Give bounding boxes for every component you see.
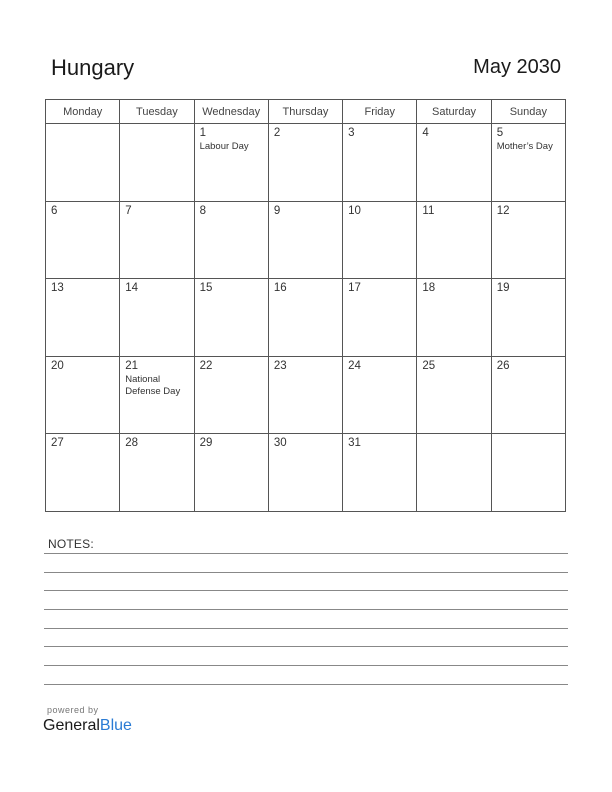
holiday-label <box>120 218 193 219</box>
holiday-label <box>417 218 490 219</box>
day-number: 28 <box>125 437 139 450</box>
note-line <box>44 609 568 610</box>
day-number: 14 <box>125 282 139 295</box>
day-number: 6 <box>51 204 58 217</box>
note-line <box>44 590 568 591</box>
day-cell <box>491 201 565 279</box>
holiday-label <box>492 295 565 296</box>
generalblue-logo <box>43 717 132 735</box>
day-number: 19 <box>496 282 510 295</box>
day-cell <box>343 201 417 279</box>
day-number: 26 <box>496 359 510 372</box>
day-number: 25 <box>422 359 436 372</box>
day-cell <box>46 356 120 434</box>
holiday-label <box>417 295 490 296</box>
day-number: 12 <box>496 204 510 217</box>
holiday-label <box>417 140 490 141</box>
holiday-label <box>46 218 119 219</box>
day-number: 3 <box>348 127 355 139</box>
day-cell <box>268 201 342 279</box>
holiday-label <box>269 140 342 141</box>
holiday-label <box>343 373 416 374</box>
weekday-header: Monday <box>46 100 120 124</box>
day-cell <box>491 124 565 202</box>
holiday-label <box>195 450 268 451</box>
week-row <box>46 356 566 434</box>
day-cell <box>417 201 491 279</box>
holiday-label: Labour Day <box>199 141 249 152</box>
day-cell <box>194 356 268 434</box>
logo-general-text: General <box>43 717 100 734</box>
day-number: 9 <box>273 204 281 217</box>
day-number: 22 <box>199 359 213 372</box>
holiday-label <box>195 218 268 219</box>
day-cell <box>46 279 120 357</box>
holiday-label <box>46 127 119 128</box>
week-row <box>46 279 566 357</box>
day-number: 17 <box>348 282 361 295</box>
weekday-header: Sunday <box>491 100 565 124</box>
day-number: 10 <box>348 204 361 217</box>
day-cell <box>120 434 194 512</box>
weekday-header-row <box>46 100 566 124</box>
day-cell <box>343 124 417 202</box>
note-line <box>44 665 568 666</box>
day-cell <box>120 356 194 434</box>
day-cell <box>120 124 194 202</box>
holiday-label: Mother’s Day <box>496 141 553 152</box>
day-cell <box>194 201 268 279</box>
day-cell <box>194 124 268 202</box>
holiday-label <box>492 218 565 219</box>
holiday-label <box>120 295 193 296</box>
weekday-header: Thursday <box>268 100 342 124</box>
holiday-label <box>269 373 342 374</box>
note-line <box>44 628 568 629</box>
day-cell <box>194 279 268 357</box>
logo-blue-text: Blue <box>99 717 132 734</box>
day-number: 27 <box>51 437 64 450</box>
holiday-label <box>46 373 119 374</box>
day-cell <box>417 434 491 512</box>
day-number: 31 <box>348 437 361 450</box>
holiday-label <box>46 450 119 451</box>
weekday-header: Friday <box>343 100 417 124</box>
day-cell <box>268 279 342 357</box>
holiday-label <box>343 140 416 141</box>
day-cell <box>417 124 491 202</box>
note-line <box>44 553 568 554</box>
holiday-label <box>492 437 565 438</box>
holiday-label <box>492 373 565 374</box>
holiday-label: National Defense Day <box>125 373 181 397</box>
day-number: 1 <box>199 127 206 139</box>
day-number: 13 <box>51 282 64 295</box>
day-cell <box>120 279 194 357</box>
holiday-label <box>417 373 490 374</box>
holiday-label <box>269 450 342 451</box>
week-row <box>46 201 566 279</box>
holiday-label <box>269 295 342 296</box>
holiday-label <box>195 295 268 296</box>
weekday-header: Wednesday <box>194 100 268 124</box>
day-number: 11 <box>422 204 435 217</box>
note-line <box>44 572 568 573</box>
holiday-label <box>269 218 342 219</box>
holiday-label <box>195 373 268 374</box>
day-number: 7 <box>125 204 132 217</box>
day-number: 24 <box>348 359 361 372</box>
day-number: 21 <box>125 359 139 372</box>
note-line <box>44 646 568 647</box>
day-number: 15 <box>199 282 213 295</box>
notes-label: NOTES: <box>48 537 94 551</box>
country-title: Hungary <box>51 55 135 80</box>
day-number: 20 <box>51 359 64 372</box>
day-cell <box>491 356 565 434</box>
day-number: 2 <box>273 127 281 139</box>
day-cell <box>120 201 194 279</box>
day-cell <box>343 279 417 357</box>
day-number: 16 <box>273 282 287 295</box>
holiday-label <box>417 437 490 438</box>
day-number: 18 <box>422 282 436 295</box>
calendar-grid <box>45 99 566 512</box>
day-cell <box>46 124 120 202</box>
day-cell <box>417 279 491 357</box>
day-number: 29 <box>199 437 213 450</box>
week-row <box>46 124 566 202</box>
note-line <box>44 684 568 685</box>
day-cell <box>268 124 342 202</box>
day-cell <box>417 356 491 434</box>
holiday-label <box>46 295 119 296</box>
day-cell <box>268 356 342 434</box>
day-number: 8 <box>199 204 206 217</box>
day-cell <box>343 356 417 434</box>
week-row <box>46 434 566 512</box>
day-cell <box>491 434 565 512</box>
powered-by-text: powered by <box>47 705 99 715</box>
day-cell <box>268 434 342 512</box>
day-cell <box>343 434 417 512</box>
holiday-label <box>343 450 416 451</box>
day-cell <box>194 434 268 512</box>
holiday-label <box>120 450 193 451</box>
month-title: May 2030 <box>473 56 561 78</box>
day-cell <box>46 201 120 279</box>
day-cell <box>491 279 565 357</box>
day-cell <box>46 434 120 512</box>
holiday-label <box>343 218 416 219</box>
day-number: 30 <box>273 437 287 450</box>
day-number: 23 <box>273 359 287 372</box>
day-number: 4 <box>422 127 429 139</box>
weekday-header: Saturday <box>417 100 491 124</box>
holiday-label <box>120 127 193 128</box>
weekday-header: Tuesday <box>120 100 194 124</box>
holiday-label <box>343 295 416 296</box>
day-number: 5 <box>496 127 504 139</box>
